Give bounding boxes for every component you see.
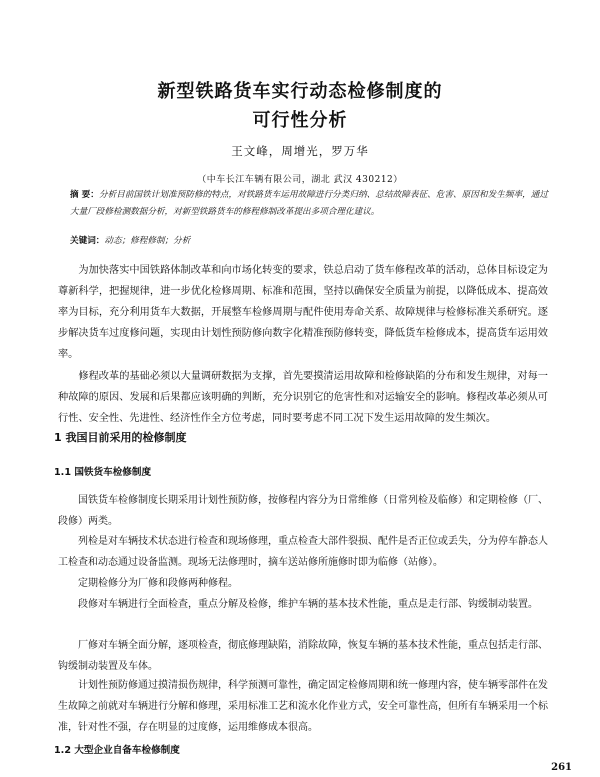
body-paragraph-8 (58, 675, 548, 738)
body-paragraph-5 (58, 573, 548, 594)
body-paragraph-2-text: 修程改革的基础必须以大量调研数据为支撑，首先要摸清运用故障和检修缺陷的分布和发生规律，对每一种故障的原因、发展和后果都应该明确的判断，充分识别它的危害性和对运输安全的影响。修程改革必须从可行性、安全性、先进性、经济性作全方位考虑，同时要考虑不同工况下发生运用故障的发生频次。 (58, 371, 548, 424)
body-paragraph-6 (58, 594, 548, 615)
subsection-1-1-heading: 1.1 国铁货车检修制度 (54, 467, 152, 478)
paper-title-line1: 新型铁路货车实行动态检修制度的 (157, 81, 443, 102)
body-paragraph-8-text: 计划性预防修通过摸清损伤规律，科学预测可靠性，确定固定检修周期和统一修理内容，使车辆零部件在发生故障之前就对车辆进行分解和修理，采用标准工艺和流水化作业方式，安全可靠性高，但所有车辆采用一个标准，针对性不强，存在明显的过度修，运用维修成本很高。 (58, 680, 548, 733)
body-paragraph-1-text: 为加快落实中国铁路体制改革和向市场化转变的要求，铁总启动了货车修程改革的活动，总体目标设定为尊新科学，把握规律，进一步优化检修周期、标准和范围，坚持以确保安全质量为前提，以降低成本、提高效率为目标，充分利用货车大数据，开展整车检修周期与配件使用寿命关系、故障规律与检修标准关系研究。逐步解决货车过度修问题，实现由计划性预防修向数字化精准预防修转变，降低货车检修成本，提高货车运用效率。 (58, 265, 548, 360)
keywords-label: 关键词： (70, 236, 105, 246)
subsection-1-2-heading: 1.2 大型企业自备车检修制度 (54, 745, 180, 756)
body-paragraph-2 (58, 366, 548, 429)
body-paragraph-7-text: 厂修对车辆全面分解，逐项检查，彻底修理缺陷，消除故障，恢复车辆的基本技术性能，重点包括走行部、钩缓制动装置及车体。 (58, 640, 548, 672)
keywords (70, 234, 548, 246)
body-paragraph-3-text: 国铁货车检修制度长期采用计划性预防修，按修程内容分为日常维修（日常列检及临修）和定期检修（厂、段修）两类。 (58, 495, 548, 527)
affiliation: （中车长江车辆有限公司，湖北 武汉 430212） (197, 175, 403, 185)
abstract-label: 摘 要： (70, 190, 99, 200)
body-paragraph-6-text: 段修对车辆进行全面检查，重点分解及检修，维护车辆的基本技术性能，重点是走行部、钩缓制动装置。 (78, 599, 538, 610)
paper-title-line2: 可行性分析 (252, 110, 348, 131)
abstract-text: 分析目前国铁计划准预防修的特点，对铁路货车运用故障进行分类归纳、总结故障表征、危害、原因和发生频率，通过大量厂段修检测数据分析，对新型铁路货车的修程修制改革提出多项合理化建议。 (70, 190, 548, 217)
page-number: 261 (551, 762, 572, 773)
keywords-text: 动态；修程修制；分析 (104, 236, 191, 246)
author-list: 王文峰，周增光，罗万华 (231, 144, 369, 158)
body-paragraph-4-text: 列检是对车辆技术状态进行检查和现场修理，重点检查大部件裂损、配件是否正位或丢失，分为停车静态人工检查和动态通过设备监测。现场无法修理时，摘车送站修所施修时即为临修（站修）。 (58, 536, 548, 568)
abstract (70, 187, 548, 221)
section-1-heading: 1 我国目前采用的检修制度 (54, 431, 187, 444)
body-paragraph-5-text: 定期检修分为厂修和段修两种修程。 (78, 578, 238, 589)
body-paragraph-1 (58, 260, 548, 365)
body-paragraph-3 (58, 490, 548, 532)
body-paragraph-4 (58, 531, 548, 573)
body-paragraph-7 (58, 635, 548, 677)
